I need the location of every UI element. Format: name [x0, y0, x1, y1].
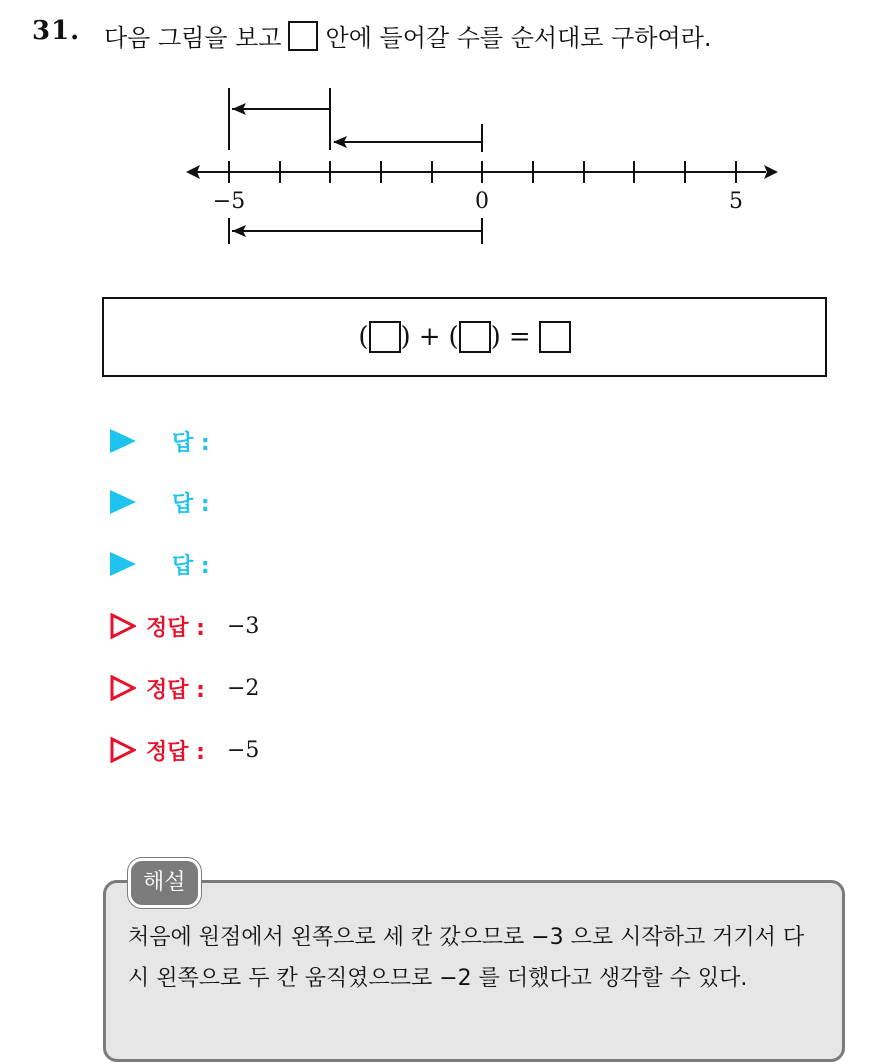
- tick-label-5: 5: [729, 189, 743, 214]
- formula-close-paren-2: ): [490, 322, 501, 352]
- formula-open-paren-2: (: [448, 322, 459, 352]
- answer-label: 답 :: [172, 491, 210, 517]
- correct-answer-row-3: [110, 733, 259, 767]
- move-arrow-first: [229, 88, 330, 150]
- formula-blank-1[interactable]: [369, 321, 401, 353]
- formula-equals: =: [508, 322, 531, 352]
- formula-blank-2[interactable]: [459, 321, 491, 353]
- formula-blank-3[interactable]: [539, 321, 571, 353]
- formula-close-paren-1: ): [400, 322, 411, 352]
- correct-answer-row-2: [110, 671, 259, 705]
- answer-label: 답 :: [172, 430, 210, 456]
- correct-answer-label: 정답 :: [146, 615, 205, 641]
- correct-answer-value: −5: [226, 737, 260, 763]
- question-text-part1: 다음 그림을 보고: [104, 24, 282, 52]
- correct-answer-value: −3: [226, 613, 260, 639]
- number-line-figure: [0, 0, 884, 290]
- correct-marker-icon: [110, 737, 136, 763]
- correct-answer-label: 정답 :: [146, 677, 205, 703]
- correct-answer-row-1: [110, 609, 259, 643]
- tick-label-m5: −5: [212, 189, 246, 214]
- solution-tag: 해설: [128, 858, 201, 908]
- move-arrow-second: [334, 124, 482, 152]
- formula-open-paren-1: (: [358, 322, 369, 352]
- answer-marker-icon: [110, 490, 136, 514]
- answer-row-3[interactable]: [110, 547, 210, 581]
- question-number: 31.: [32, 16, 81, 46]
- answer-marker-icon: [110, 552, 136, 576]
- solution-text: 처음에 원점에서 왼쪽으로 세 칸 갔으므로 −3 으로 시작하고 거기서 다시 왼쪽으로 두 칸 움직였으므로 −2 를 더했다고 생각할 수 있다.: [128, 925, 805, 991]
- answer-row-1[interactable]: [110, 424, 210, 458]
- tick-label-0: 0: [475, 189, 489, 214]
- correct-marker-icon: [110, 675, 136, 701]
- question-text-part2: 안에 들어갈 수를 순서대로 구하여라.: [325, 24, 712, 52]
- formula-box: [102, 297, 827, 377]
- axis-arrow-right-icon: [764, 165, 778, 179]
- answer-label: 답 :: [172, 553, 210, 579]
- answer-row-2[interactable]: [110, 485, 210, 519]
- correct-marker-icon: [110, 613, 136, 639]
- correct-answer-label: 정답 :: [146, 739, 205, 765]
- answer-marker-icon: [110, 429, 136, 453]
- correct-answer-value: −2: [226, 675, 260, 701]
- solution-box: [103, 880, 845, 1062]
- move-arrow-result: [229, 218, 482, 244]
- formula-plus: +: [418, 322, 441, 352]
